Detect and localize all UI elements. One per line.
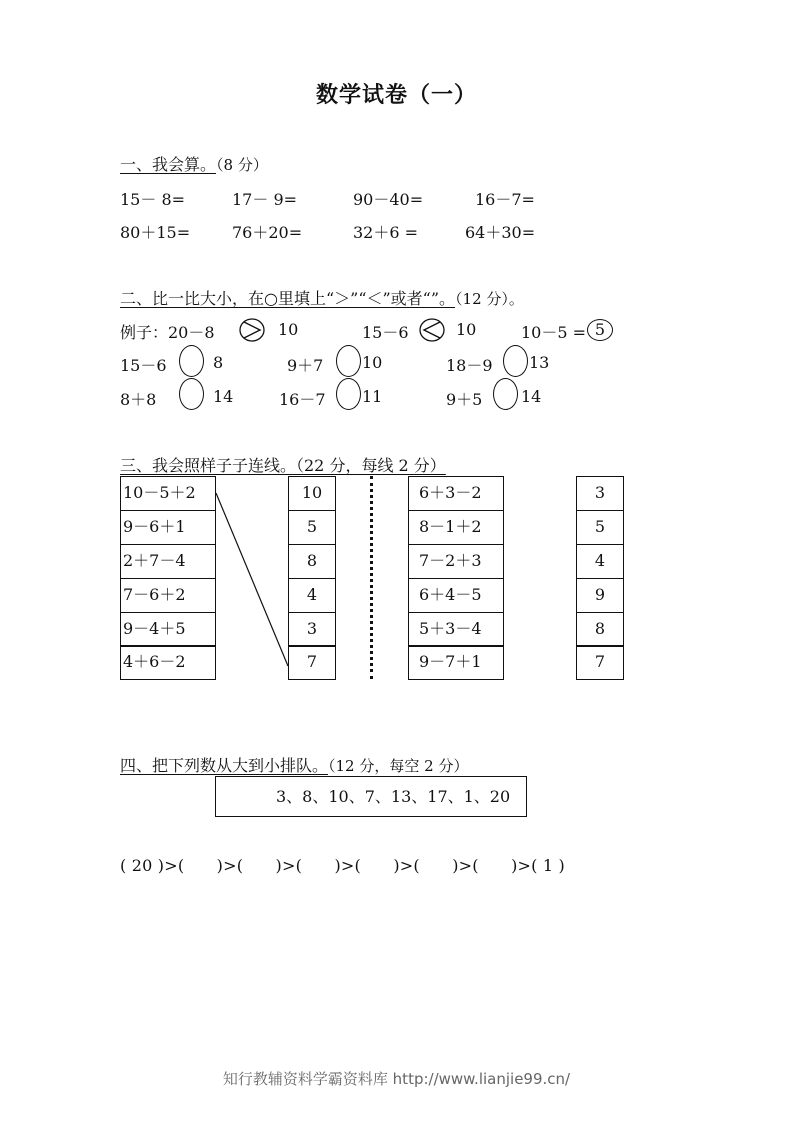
example3-circled-value: 5 <box>594 320 606 339</box>
section2-heading: 二、比一比大小，在○里填上“＞”“＜”或者“”。 <box>120 289 456 308</box>
section1-heading: 一、我会算。 <box>120 155 217 174</box>
match-left-cell[interactable]: 6＋4－5 <box>408 578 504 613</box>
section4-heading: 四、把下列数从大到小排队。 <box>120 756 329 775</box>
section4-header <box>120 753 468 776</box>
s1-q3: 90－40= <box>353 190 424 209</box>
footer-watermark: 知行教辅资料学霸资料库 http://www.lianjie99.cn/ <box>222 1070 571 1088</box>
cmp3-left: 18－9 <box>446 356 493 375</box>
cmp2-left: 9＋7 <box>287 356 324 375</box>
section4-score: （12 分，每空 2 分） <box>328 757 469 775</box>
cmp5-left: 16－7 <box>279 390 326 409</box>
example2-left: 15－6 <box>362 323 409 342</box>
cmp2-right: 10 <box>362 353 383 372</box>
cmp6-right: 14 <box>521 387 542 406</box>
match-right-cell[interactable]: 10 <box>288 476 336 511</box>
match-left-cell[interactable]: 7－2＋3 <box>408 544 504 579</box>
s1-q4: 16－7= <box>475 190 535 209</box>
match-left-cell[interactable]: 9－6＋1 <box>120 510 216 545</box>
match-left-cell[interactable]: 2＋7－4 <box>120 544 216 579</box>
match-right-cell[interactable]: 7 <box>288 645 336 680</box>
cmp6-left: 9＋5 <box>446 390 483 409</box>
match-right-cell[interactable]: 5 <box>288 510 336 545</box>
match-right-cell[interactable]: 4 <box>576 544 624 579</box>
match-right-cell[interactable]: 4 <box>288 578 336 613</box>
example2-right: 10 <box>456 320 477 339</box>
match-right-cell[interactable]: 3 <box>288 612 336 647</box>
match-left-cell[interactable]: 10－5＋2 <box>120 476 216 511</box>
match-left-cell[interactable]: 7－6＋2 <box>120 578 216 613</box>
page-title: 数学试卷（一） <box>315 82 477 108</box>
example3-left: 10－5 = <box>521 323 587 342</box>
s1-q1: 15－ 8= <box>120 190 186 209</box>
s1-q6: 76＋20= <box>232 223 303 242</box>
match-right-cell[interactable]: 8 <box>576 612 624 647</box>
match-right-cell[interactable]: 7 <box>576 645 624 680</box>
match-right-cell[interactable]: 9 <box>576 578 624 613</box>
numbers-box: 3、8、10、7、13、17、1、20 <box>215 776 527 817</box>
cmp4-left: 8＋8 <box>120 390 157 409</box>
cmp1-left: 15－6 <box>120 356 167 375</box>
section1-score: （8 分） <box>216 156 268 174</box>
match-left-cell[interactable]: 6＋3－2 <box>408 476 504 511</box>
match-right-cell[interactable]: 3 <box>576 476 624 511</box>
s1-q8: 64＋30= <box>465 223 536 242</box>
section3-heading: 三、我会照样子子连线。（22 分，每线 2 分） <box>120 456 446 475</box>
cmp5-right: 11 <box>362 387 383 406</box>
dotted-divider <box>370 476 373 679</box>
match-left-cell[interactable]: 4＋6－2 <box>120 645 216 680</box>
cmp4-right: 14 <box>213 387 234 406</box>
match-right-cell[interactable]: 5 <box>576 510 624 545</box>
cmp3-right: 13 <box>529 353 550 372</box>
s1-q5: 80＋15= <box>120 223 191 242</box>
match-left-cell[interactable]: 9－4＋5 <box>120 612 216 647</box>
match-left-cell[interactable]: 5＋3－4 <box>408 612 504 647</box>
section2-score: （12 分）。 <box>455 290 524 308</box>
s1-q7: 32＋6 = <box>353 223 419 242</box>
order-answer-line[interactable]: ( 20 )>( )>( )>( )>( )>( )>( )>( 1 ) <box>120 856 566 875</box>
cmp1-right: 8 <box>213 353 224 372</box>
s1-q2: 17－ 9= <box>232 190 298 209</box>
example1-right: 10 <box>278 320 299 339</box>
example-label: 例子：20－8 <box>120 323 215 342</box>
match-left-cell[interactable]: 9－7＋1 <box>408 645 504 680</box>
match-left-cell[interactable]: 8－1＋2 <box>408 510 504 545</box>
match-right-cell[interactable]: 8 <box>288 544 336 579</box>
